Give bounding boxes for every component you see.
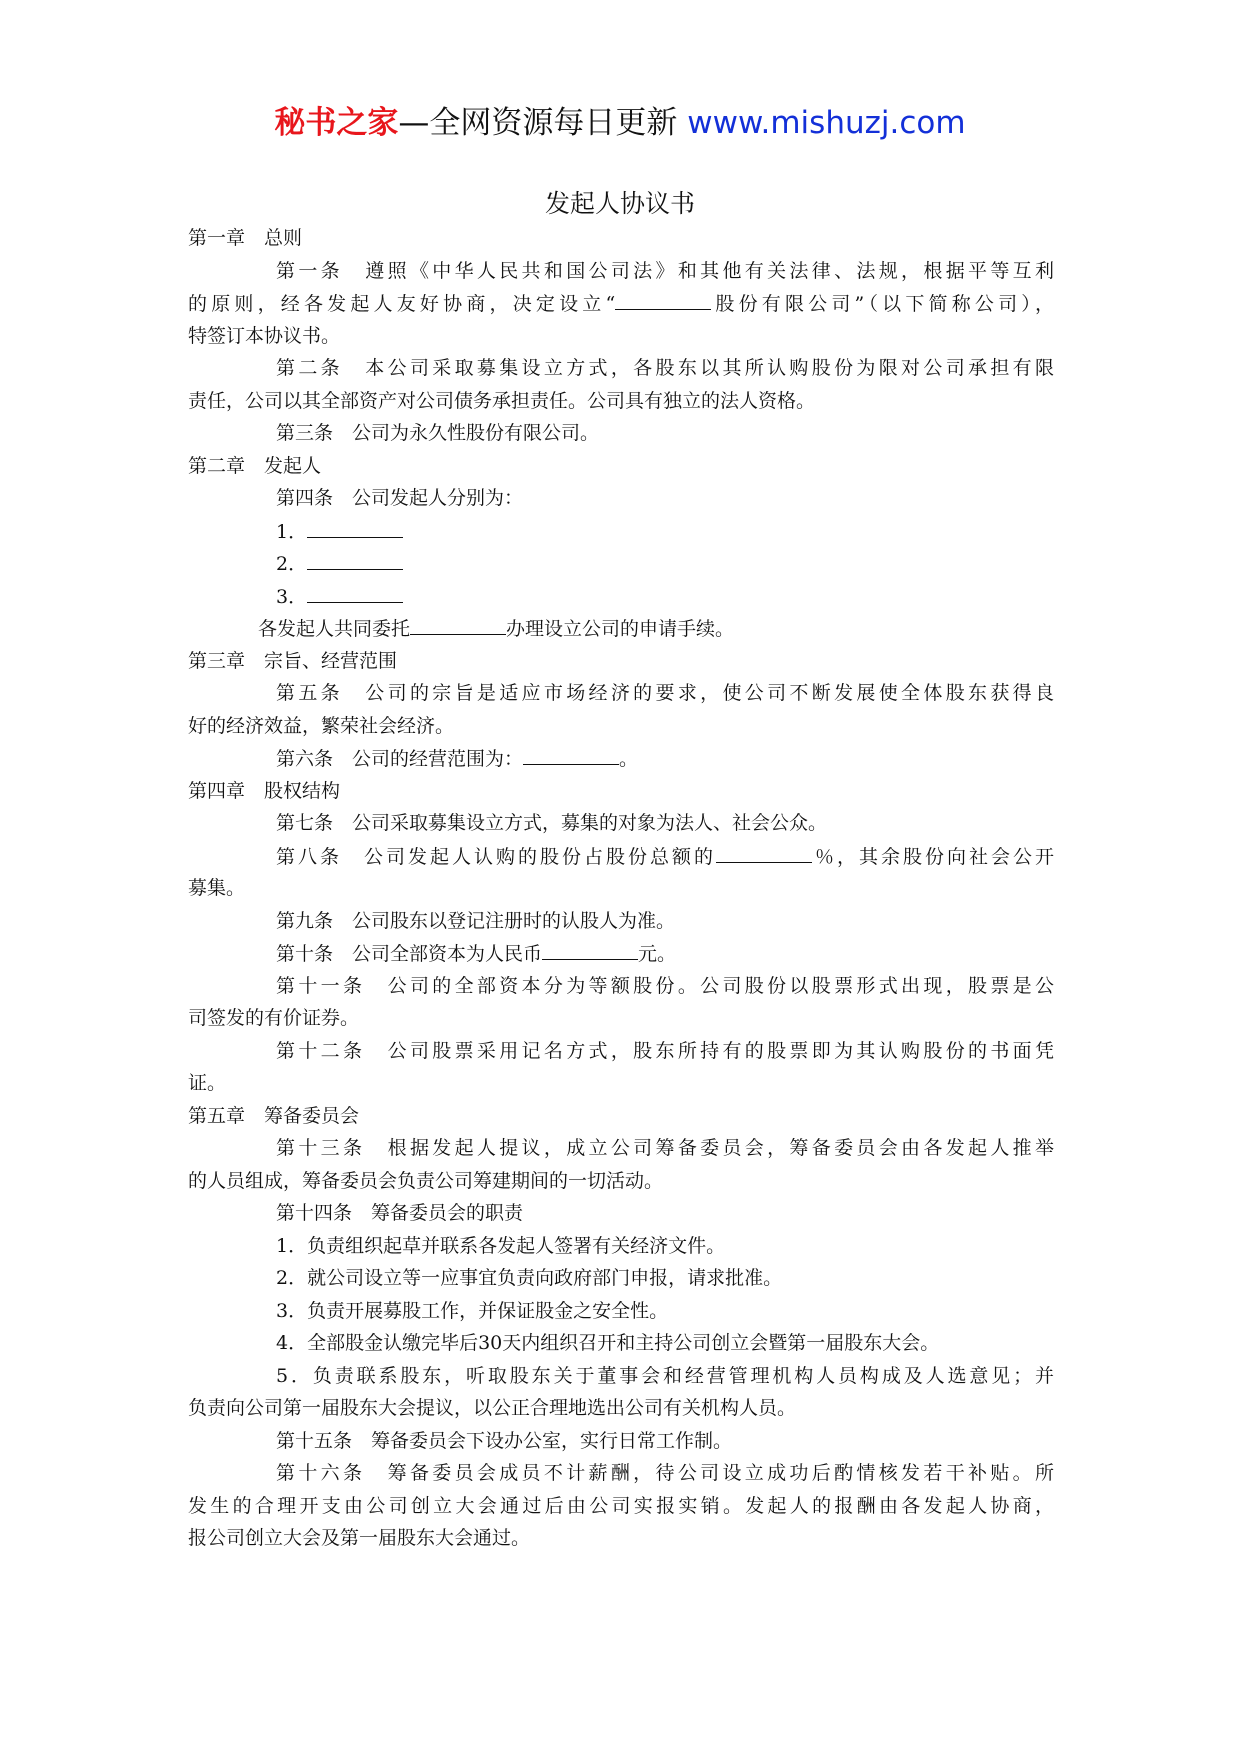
chapter-1-heading: 第一章 总则 (188, 227, 303, 249)
article-9-line-1: 第九条 公司股东以登记注册时的认股人为准。 (276, 909, 676, 932)
banner-brand: 秘书之家 (274, 105, 399, 141)
entrust-post: 办理设立公司的申请手续。 (506, 618, 735, 640)
capital-amount-blank[interactable] (542, 937, 638, 960)
article-16-line-2: 发生的合理开支由公司创立大会通过后由公司实报实销。发起人的报酬由各发起人协商， (188, 1494, 1054, 1517)
article-14-line-1: 第十四条 筹备委员会的职责 (276, 1202, 524, 1224)
article-10-pre: 第十条 公司全部资本为人民币 (276, 943, 543, 965)
article-5-line-1: 第五条 公司的宗旨是适应市场经济的要求，使公司不断发展使全体股东获得良 (276, 682, 1054, 704)
promoter-item-1-number: 1． (276, 520, 308, 543)
article-16-line-1: 第十六条 筹备委员会成员不计薪酬，待公司设立成功后酌情核发若干补贴。所 (276, 1462, 1054, 1484)
article-11-line-1: 第十一条 公司的全部资本分为等额股份。公司股份以股票形式出现，股票是公 (276, 974, 1054, 997)
article-12-line-1: 第十二条 公司股票采用记名方式，股东所持有的股票即为其认购股份的书面凭 (276, 1039, 1054, 1062)
article-4-line-1: 第四条 公司发起人分别为： (276, 487, 524, 509)
document-body (188, 222, 1054, 1555)
promoter-item-2-number: 2． (276, 553, 308, 575)
article-10-line-1 (188, 937, 1054, 970)
banner-tagline: —全网资源每日更新 (398, 105, 688, 141)
article-16-line-3: 报公司创立大会及第一届股东大会通过。 (188, 1527, 531, 1549)
article-1-line-2-post: 股份有限公司”（以下简称公司）， (711, 293, 1055, 315)
duty-item-3: 3．负责开展募股工作，并保证股金之安全性。 (276, 1299, 669, 1322)
duty-item-4: 4．全部股金认缴完毕后30天内组织召开和主持公司创立会暨第一届股东大会。 (276, 1332, 940, 1354)
article-6-line-1 (188, 742, 1054, 775)
duty-item-1: 1．负责组织起草并联系各发起人签署有关经济文件。 (276, 1234, 726, 1257)
banner-site-link[interactable]: www.mishuzj.com (687, 105, 966, 141)
article-1-line-1: 第一条 遵照《中华人民共和国公司法》和其他有关法律、法规，根据平等互利 (276, 259, 1054, 282)
article-2-line-1: 第二条 本公司采取募集设立方式，各股东以其所认购股份为限对公司承担有限 (276, 357, 1054, 379)
chapter-2-heading: 第二章 发起人 (188, 454, 322, 477)
chapter-5-heading: 第五章 筹备委员会 (188, 1104, 360, 1127)
article-5-line-2: 好的经济效益，繁荣社会经济。 (188, 714, 455, 737)
entrusted-party-blank[interactable] (410, 612, 506, 635)
article-1-line-3: 特签订本协议书。 (188, 324, 341, 347)
article-1-line-2-pre: 的原则，经各发起人友好协商，决定设立“ (188, 293, 616, 315)
promoter-item-3 (188, 580, 1054, 613)
article-7-line-1: 第七条 公司采取募集设立方式，募集的对象为法人、社会公众。 (276, 812, 828, 834)
article-3-line-1: 第三条 公司为永久性股份有限公司。 (276, 422, 600, 444)
share-percentage-blank[interactable] (716, 840, 812, 863)
article-12-line-2: 证。 (188, 1072, 227, 1094)
article-6-post: 。 (619, 748, 639, 770)
promoter-2-blank[interactable] (307, 547, 403, 570)
article-8-line-1 (188, 840, 1054, 873)
article-8-line-2: 募集。 (188, 877, 246, 899)
promoter-item-3-number: 3． (276, 585, 308, 608)
company-name-blank[interactable] (615, 287, 711, 310)
article-1-line-2 (188, 287, 1054, 320)
promoter-3-blank[interactable] (307, 580, 403, 603)
business-scope-blank[interactable] (523, 742, 619, 765)
duty-item-5-line-1: 5．负责联系股东，听取股东关于董事会和经营管理机构人员构成及人选意见；并 (276, 1364, 1054, 1387)
article-15-line-1: 第十五条 筹备委员会下设办公室，实行日常工作制。 (276, 1429, 733, 1452)
article-11-line-2: 司签发的有价证券。 (188, 1007, 360, 1029)
duty-item-5-line-2: 负责向公司第一届股东大会提议，以公正合理地选出公司有关机构人员。 (188, 1397, 797, 1419)
article-6-pre: 第六条 公司的经营范围为： (276, 748, 524, 770)
promoter-item-1 (188, 515, 1054, 548)
article-10-post: 元。 (638, 943, 677, 965)
article-13-line-2: 的人员组成，筹备委员会负责公司筹建期间的一切活动。 (188, 1169, 664, 1192)
chapter-3-heading: 第三章 宗旨、经营范围 (188, 649, 398, 672)
chapter-4-heading: 第四章 股权结构 (188, 779, 341, 802)
site-banner (0, 100, 1240, 146)
document-title: 发起人协议书 (544, 189, 695, 218)
duty-item-2: 2．就公司设立等一应事宜负责向政府部门申报，请求批准。 (276, 1267, 783, 1289)
promoter-1-blank[interactable] (307, 515, 403, 538)
promoter-item-2 (188, 547, 1054, 580)
article-8-pre: 第八条 公司发起人认购的股份占股份总额的 (276, 845, 716, 868)
article-13-line-1: 第十三条 根据发起人提议，成立公司筹备委员会，筹备委员会由各发起人推举 (276, 1137, 1054, 1159)
entrust-pre: 各发起人共同委托 (258, 618, 411, 640)
entrust-line (188, 612, 1054, 645)
article-2-line-2: 责任，公司以其全部资产对公司债务承担责任。公司具有独立的法人资格。 (188, 389, 816, 412)
article-8-post: ％，其余股份向社会公开 (811, 845, 1054, 868)
